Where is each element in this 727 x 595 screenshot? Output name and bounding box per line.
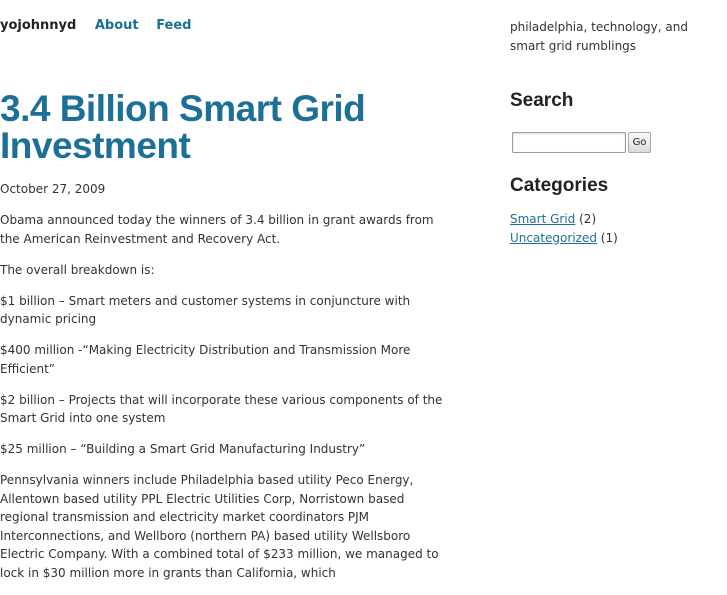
post-paragraph: Obama announced today the winners of 3.4 billion in grant awards from the American Reinvestment and Recovery Act. <box>0 213 434 246</box>
post-paragraph: $25 million – “Building a Smart Grid Manufacturing Industry” <box>0 442 366 456</box>
post-paragraph: $1 billion – Smart meters and customer systems in conjuncture with dynamic pricing <box>0 293 411 326</box>
nav-link-feed[interactable]: Feed <box>156 18 192 33</box>
site-name-link[interactable]: yojohnnyd <box>0 18 77 33</box>
categories-widget-title: Categories <box>510 175 609 196</box>
post-date: October 27, 2009 <box>0 182 106 196</box>
post-paragraph: The overall breakdown is: <box>0 262 155 277</box>
list-item <box>510 229 720 248</box>
search-widget-title: Search <box>510 90 574 111</box>
category-link-uncategorized[interactable]: Uncategorized <box>510 230 597 245</box>
post-body <box>0 211 445 595</box>
categories-list <box>510 210 720 247</box>
post-paragraph: $400 million -“Making Electricity Distribution and Transmission More Efficient” <box>0 343 411 376</box>
list-item <box>510 210 720 229</box>
site-header-nav <box>0 18 204 33</box>
nav-link-about[interactable]: About <box>94 18 139 33</box>
post-paragraph: $2 billion – Projects that will incorporate these various components of the Smart Grid into one system <box>0 392 443 425</box>
search-input[interactable] <box>512 132 626 153</box>
post-title: 3.4 Billion Smart Grid Investment <box>0 88 366 166</box>
category-count: (2) <box>579 212 597 226</box>
post-paragraph: Pennsylvania winners include Philadelphia based utility Peco Energy, Allentown based utility PPL Electric Utilities Corp, Norristown based regional transmission and electricity market coordinators PJM Interconnections, and Wellboro (northern PA) based utility Wellsboro Electric Company. With a combined total of $233 million, we managed to lock in $30 million more in grants than California, which <box>0 473 439 580</box>
search-form <box>510 131 720 153</box>
sidebar <box>510 88 720 247</box>
search-go-button[interactable]: Go <box>628 132 651 153</box>
category-link-smart-grid[interactable]: Smart Grid <box>510 212 576 226</box>
site-tagline: philadelphia, technology, and smart grid rumblings <box>510 20 688 53</box>
category-count: (1) <box>600 230 618 245</box>
